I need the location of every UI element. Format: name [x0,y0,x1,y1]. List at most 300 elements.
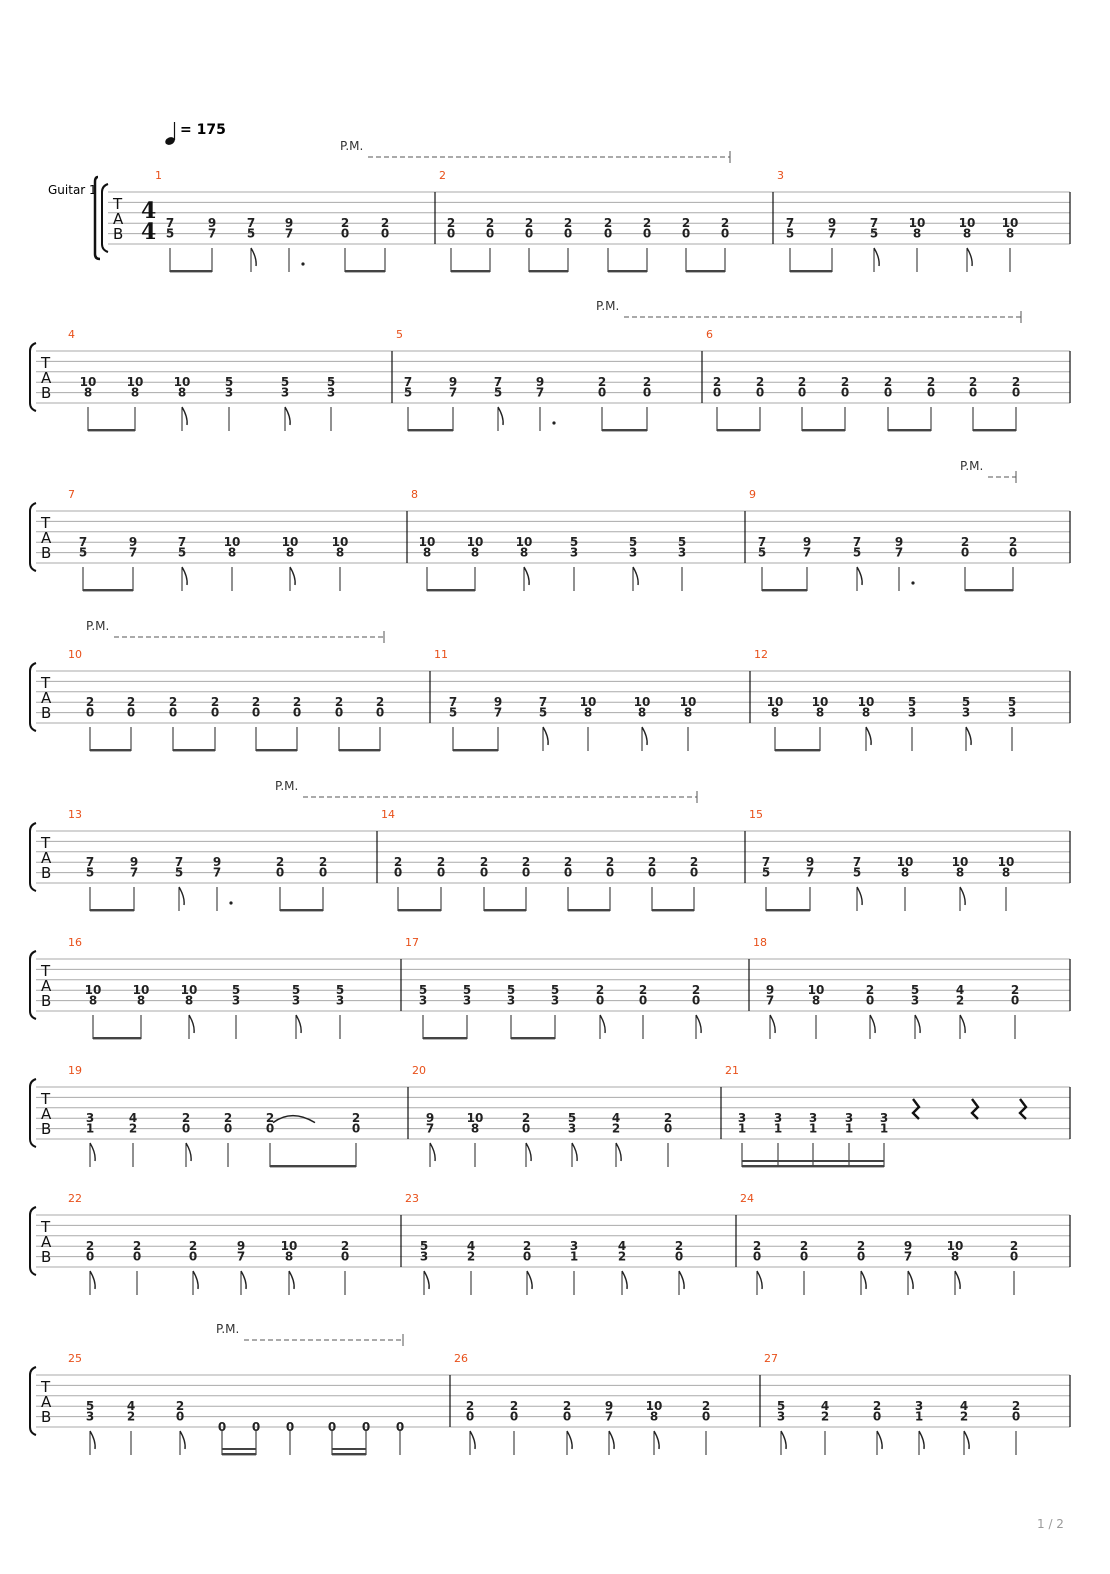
fret-number: 8 [649,1409,659,1424]
fret-number: 9 [827,216,837,231]
fret-number: 2 [318,855,328,870]
eighth-flag [430,1143,435,1161]
measure [68,1352,404,1455]
fret-number: 0 [926,385,936,400]
fret-number: 5 [961,695,971,710]
fret-number: 8 [177,385,187,400]
eighth-flag [290,567,295,585]
measure [408,1064,672,1167]
fret-number: 7 [852,855,862,870]
fret-number: 5 [165,226,175,241]
fret-number: 0 [603,226,613,241]
fret-number: 0 [865,993,875,1008]
fret-number: 2 [872,1399,882,1414]
fret-number: 0 [647,865,657,880]
fret-number: 0 [210,705,220,720]
fret-number: 8 [470,1121,480,1136]
fret-number: 2 [755,375,765,390]
fret-number: 0 [799,1249,809,1264]
fret-number: 7 [869,216,879,231]
fret-number: 2 [663,1111,673,1126]
note-beam [451,270,490,272]
fret-number: 5 [567,1111,577,1126]
tab-clef-letter: B [41,1408,52,1426]
fret-number: 0 [595,993,605,1008]
note-beam [778,1165,813,1167]
measure-number: 24 [740,1192,754,1205]
fret-number: 0 [380,226,390,241]
fret-number: 2 [210,695,220,710]
fret-number: 10 [896,855,914,870]
fret-number: 3 [280,385,290,400]
fret-number: 0 [275,865,285,880]
tab-clef-letter: B [41,1120,52,1138]
system-bracket [30,663,36,731]
fret-number: 2 [799,1239,809,1254]
tab-system [95,169,1070,272]
fret-number: 8 [519,545,529,560]
fret-number: 2 [251,695,261,710]
fret-number: 2 [521,1111,531,1126]
fret-number: 2 [674,1239,684,1254]
tab-clef-letter: B [41,384,52,402]
eighth-flag [966,727,971,745]
measure [702,328,1020,431]
system-bracket [30,1079,36,1147]
fret-number: 8 [284,1249,294,1264]
fret-number: 8 [900,865,910,880]
fret-number: 8 [955,865,965,880]
eighth-flag [757,1271,762,1289]
fret-number: 8 [285,545,295,560]
tab-clef-letter: T [41,514,51,532]
fret-number: 2 [840,375,850,390]
eighth-flag [955,1271,960,1289]
fret-number: 0 [168,705,178,720]
measure-number: 6 [706,328,713,341]
fret-number: 0 [361,1420,371,1434]
augmentation-dot [229,901,232,904]
fret-number: 10 [997,855,1015,870]
fret-number: 3 [567,1121,577,1136]
augmentation-dot [301,262,304,265]
tab-system [30,328,1070,431]
fret-number: 7 [493,375,503,390]
note-beam [849,1160,884,1162]
tab-clef-letter: T [41,1378,51,1396]
fret-number: 0 [562,1409,572,1424]
fret-number: 8 [184,993,194,1008]
fret-number: 5 [462,983,472,998]
fret-number: 7 [174,855,184,870]
fret-number: 0 [1011,1409,1021,1424]
fret-number: 4 [128,1111,138,1126]
fret-number: 5 [448,705,458,720]
fret-number: 10 [857,695,875,710]
eighth-flag [90,1271,95,1289]
tab-system [30,1352,1070,1455]
fret-number: 0 [436,865,446,880]
fret-number: 10 [126,375,144,390]
fret-number: 9 [207,216,217,231]
fret-number: 2 [617,1249,627,1264]
eighth-flag [90,1431,95,1449]
note-beam [427,589,475,591]
fret-number: 2 [380,216,390,231]
fret-number: 0 [521,1121,531,1136]
fret-number: 7 [805,865,815,880]
measure [68,936,344,1039]
fret-number: 0 [351,1121,361,1136]
fret-number: 9 [129,855,139,870]
eighth-flag [770,1015,775,1033]
system-bracket [30,503,36,571]
measure [68,648,384,751]
staff-group-bracket [95,177,100,259]
page-number: 1 / 2 [1037,1517,1064,1531]
fret-number: 7 [802,545,812,560]
fret-number: 5 [85,1399,95,1414]
eighth-flag [861,1271,866,1289]
fret-number: 3 [773,1111,783,1126]
fret-number: 4 [126,1399,136,1414]
fret-number: 2 [446,216,456,231]
eighth-flag [964,1431,969,1449]
fret-number: 5 [418,983,428,998]
fret-number: 8 [227,545,237,560]
fret-number: 10 [466,535,484,550]
eighth-flag [189,1015,194,1033]
fret-number: 2 [466,1249,476,1264]
note-beam [802,429,845,431]
rest-symbol [913,1099,919,1119]
eighth-flag [179,887,184,905]
note-beam [849,1165,884,1167]
note-beam [790,270,832,272]
fret-number: 2 [563,855,573,870]
fret-number: 10 [331,535,349,550]
fret-number: 2 [168,695,178,710]
fret-number: 7 [165,216,175,231]
fret-number: 5 [419,1239,429,1254]
fret-number: 1 [879,1121,889,1136]
fret-number: 7 [236,1249,246,1264]
fret-number: 0 [485,226,495,241]
fret-number: 0 [85,1249,95,1264]
fret-number: 3 [550,993,560,1008]
eighth-flag [642,727,647,745]
instrument-name: Guitar 1 [48,183,97,197]
measure-number: 14 [381,808,395,821]
fret-number: 7 [765,993,775,1008]
fret-number: 8 [136,993,146,1008]
fret-number: 1 [569,1249,579,1264]
measure [392,328,651,431]
palm-mute-marking [216,1322,403,1346]
eighth-flag [527,1271,532,1289]
fret-number: 7 [538,695,548,710]
fret-number: 2 [883,375,893,390]
fret-number: 0 [175,1409,185,1424]
fret-number: 5 [907,695,917,710]
fret-number: 0 [712,385,722,400]
fret-number: 5 [628,535,638,550]
eighth-flag [857,887,862,905]
fret-number: 8 [130,385,140,400]
tab-clef-letter: B [41,1248,52,1266]
fret-number: 0 [522,1249,532,1264]
fret-number: 10 [515,535,533,550]
fret-number: 2 [603,216,613,231]
note-beam [453,749,498,751]
eighth-flag [524,567,529,585]
note-beam [766,909,810,911]
fret-number: 5 [224,375,234,390]
eighth-flag [866,727,871,745]
fret-number: 2 [181,1111,191,1126]
fret-number: 8 [912,226,922,241]
fret-number: 0 [340,226,350,241]
fret-number: 7 [852,535,862,550]
tab-clef-letter: B [113,225,124,243]
fret-number: 0 [797,385,807,400]
fret-number: 2 [436,855,446,870]
fret-number: 5 [869,226,879,241]
palm-mute-label: P.M. [340,139,364,153]
fret-number: 2 [126,1409,136,1424]
fret-number: 3 [85,1409,95,1424]
fret-number: 5 [177,545,187,560]
fret-number: 2 [611,1121,621,1136]
fret-number: 3 [231,993,241,1008]
eighth-flag [543,727,548,745]
eighth-flag [874,248,879,266]
eighth-flag [609,1431,614,1449]
eighth-flag [296,1015,301,1033]
fret-number: 3 [335,993,345,1008]
fret-number: 2 [712,375,722,390]
measure-number: 21 [725,1064,739,1077]
measure [736,1192,1018,1295]
fret-number: 0 [393,865,403,880]
fret-number: 8 [950,1249,960,1264]
measure [435,169,729,272]
fret-number: 0 [251,705,261,720]
fret-number: 5 [280,375,290,390]
fret-number: 0 [265,1121,275,1136]
augmentation-dot [911,581,914,584]
fret-number: 9 [448,375,458,390]
fret-number: 1 [737,1121,747,1136]
fret-number: 7 [207,226,217,241]
fret-number: 0 [597,385,607,400]
fret-number: 8 [422,545,432,560]
fret-number: 2 [960,535,970,550]
fret-number: 5 [550,983,560,998]
fret-number: 2 [85,1239,95,1254]
measure [68,488,348,591]
fret-number: 2 [132,1239,142,1254]
fret-number: 2 [563,216,573,231]
eighth-flag [781,1431,786,1449]
fret-number: 9 [765,983,775,998]
measure-number: 2 [439,169,446,182]
fret-number: 5 [493,385,503,400]
fret-number: 2 [1008,535,1018,550]
fret-number: 7 [448,385,458,400]
fret-number: 3 [737,1111,747,1126]
note-beam [88,429,135,431]
tab-clef-letter: T [41,1218,51,1236]
fret-number: 2 [485,216,495,231]
fret-number: 7 [246,216,256,231]
note-beam [568,909,610,911]
palm-mute-label: P.M. [275,779,299,793]
fret-number: 8 [811,993,821,1008]
fret-number: 7 [493,705,503,720]
note-beam [778,1160,813,1162]
fret-number: 5 [335,983,345,998]
fret-number: 9 [236,1239,246,1254]
fret-number: 10 [84,983,102,998]
fret-number: 7 [177,535,187,550]
eighth-flag [186,1143,191,1161]
fret-number: 10 [281,535,299,550]
fret-number: 0 [318,865,328,880]
fret-number: 8 [861,705,871,720]
fret-number: 9 [894,535,904,550]
measure-number: 19 [68,1064,82,1077]
measure-number: 16 [68,936,82,949]
fret-number: 5 [538,705,548,720]
note-beam [742,1160,778,1162]
measure [68,328,335,431]
fret-number: 2 [292,695,302,710]
fret-number: 8 [583,705,593,720]
measure [721,1064,1026,1167]
measure-number: 27 [764,1352,778,1365]
note-beam [408,429,453,431]
note-beam [608,270,647,272]
fret-number: 8 [770,705,780,720]
fret-number: 0 [465,1409,475,1424]
note-beam [652,909,694,911]
tab-system [30,808,1070,911]
fret-number: 5 [231,983,241,998]
tab-clef-letter: A [41,689,52,707]
measure [401,1192,684,1295]
fret-number: 2 [642,375,652,390]
eighth-flag [622,1271,627,1289]
fret-number: 10 [1001,216,1019,231]
measure [401,936,701,1039]
fret-number: 10 [766,695,784,710]
fret-number: 8 [1001,865,1011,880]
note-beam [762,589,807,591]
fret-number: 2 [340,1239,350,1254]
fret-number: 2 [968,375,978,390]
note-beam [170,270,212,272]
fret-number: 3 [291,993,301,1008]
measure-number: 17 [405,936,419,949]
tab-clef-letter: T [113,195,123,213]
fret-number: 0 [521,865,531,880]
fret-number: 1 [914,1409,924,1424]
note-beam [423,1037,467,1039]
fret-number: 0 [1011,385,1021,400]
fret-number: 3 [326,385,336,400]
measure-number: 13 [68,808,82,821]
note-beam [345,270,385,272]
fret-number: 10 [466,1111,484,1126]
note-beam [965,589,1013,591]
measure [155,169,389,272]
fret-number: 0 [509,1409,519,1424]
fret-number: 0 [395,1420,405,1434]
fret-number: 7 [403,375,413,390]
fret-number: 0 [524,226,534,241]
fret-number: 2 [820,1409,830,1424]
note-beam [332,1453,366,1455]
fret-number: 2 [1010,983,1020,998]
fret-number: 2 [856,1239,866,1254]
fret-number: 1 [844,1121,854,1136]
time-signature-bottom: 4 [141,219,157,245]
palm-mute-marking [86,619,384,643]
measure [68,1192,349,1295]
fret-number: 0 [642,385,652,400]
fret-number: 2 [393,855,403,870]
fret-number: 2 [351,1111,361,1126]
fret-number: 2 [797,375,807,390]
fret-number: 3 [914,1399,924,1414]
fret-number: 8 [88,993,98,1008]
eighth-flag [498,407,503,425]
fret-number: 10 [280,1239,298,1254]
note-beam [83,589,133,591]
measure-number: 23 [405,1192,419,1205]
system-bracket [102,184,108,252]
fret-number: 7 [85,855,95,870]
measure-number: 4 [68,328,75,341]
fret-number: 10 [645,1399,663,1414]
fret-number: 0 [1008,545,1018,560]
fret-number: 0 [126,705,136,720]
fret-number: 4 [959,1399,969,1414]
fret-number: 2 [1011,1399,1021,1414]
palm-mute-label: P.M. [596,299,620,313]
fret-number: 0 [132,1249,142,1264]
fret-number: 0 [872,1409,882,1424]
tab-clef-letter: A [41,1233,52,1251]
fret-number: 3 [808,1111,818,1126]
measure [749,936,1019,1039]
fret-number: 8 [637,705,647,720]
note-chord [396,1420,404,1455]
fret-number: 10 [951,855,969,870]
fret-number: 1 [773,1121,783,1136]
fret-number: 4 [466,1239,476,1254]
palm-mute-marking [275,779,697,803]
tab-clef-letter: T [41,354,51,372]
fret-number: 3 [418,993,428,1008]
measure-number: 11 [434,648,448,661]
measure-number: 26 [454,1352,468,1365]
tab-clef-letter: A [41,529,52,547]
note-beam [529,270,568,272]
tab-clef-letter: A [41,369,52,387]
fret-number: 7 [448,695,458,710]
